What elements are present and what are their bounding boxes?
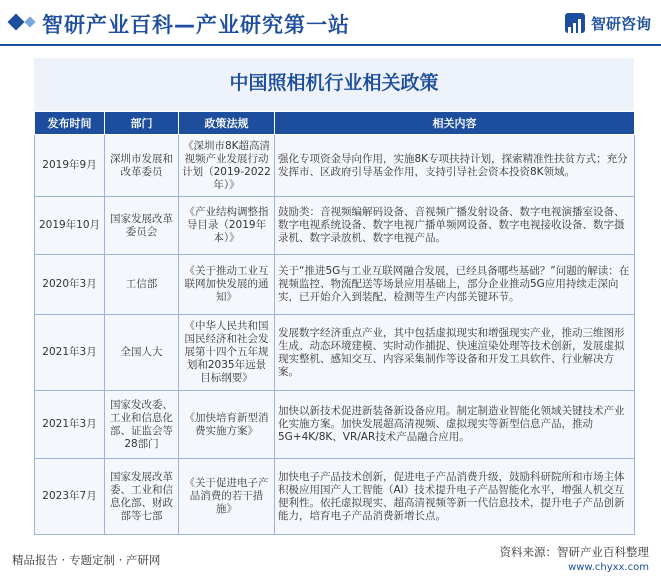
- cell-law: 《关于推动工业互联网加快发展的通知》: [179, 255, 275, 315]
- table-row: [35, 197, 635, 255]
- cell-law: 《关于促进电子产品消费的若干措施》: [179, 459, 275, 535]
- table-row: [35, 315, 635, 391]
- brand[interactable]: [565, 13, 651, 33]
- cell-date: 2019年9月: [35, 135, 105, 197]
- cell-content: 强化专项资金导向作用，实施8K专项扶持计划，探索精准性扶贫方式；充分发挥市、区政府引导基金作用，支持引导社会资本投资8K领域。: [275, 135, 635, 197]
- bar-chart-logo-icon: [565, 13, 585, 33]
- cell-content: 发展数字经济重点产业，其中包括虚拟现实和增强现实产业，推动三维图形生成、动态环境建模、实时动作捕捉、快速渲染处理等技术创新，发展虚拟现实整机、感知交互、内容采集制作等设备和开发工具软件、行业解决方案。: [275, 315, 635, 391]
- cell-dept: 深圳市发展和改革委员: [105, 135, 179, 197]
- column-header-content: 相关内容: [275, 112, 635, 135]
- cell-dept: 国家发展改革委员会: [105, 197, 179, 255]
- brand-name: 智研咨询: [590, 14, 651, 33]
- column-header-law: 政策法规: [179, 112, 275, 135]
- table-row: [35, 255, 635, 315]
- cell-date: 2023年7月: [35, 459, 105, 535]
- cell-law: 《中华人民共和国国民经济和社会发展第十四个五年规划和2035年远景目标纲要》: [179, 315, 275, 391]
- page-footer: [0, 538, 661, 579]
- cell-date: 2019年10月: [35, 197, 105, 255]
- cell-law: 《产业结构调整指导目录（2019年本）》: [179, 197, 275, 255]
- cell-law: 《加快培育新型消费实施方案》: [179, 391, 275, 459]
- site-url-link[interactable]: www.chyxx.com: [568, 562, 649, 573]
- document-title: 中国照相机行业相关政策: [229, 72, 439, 94]
- cell-dept: 工信部: [105, 255, 179, 315]
- cell-content: 关于“推进5G与工业互联网融合发展，已经具备哪些基础？”问题的解读：在视频监控、物流配送等场景应用基础上，部分企业推动5G应用持续走深向实，已开始介入到装配、检测等生产内部关键环节。: [275, 255, 635, 315]
- footer-slogan: 精品报告 · 专题定制 · 产研网: [12, 553, 161, 567]
- cell-date: 2021年3月: [35, 315, 105, 391]
- table-header-row: [35, 112, 635, 135]
- diamond-icon: [8, 14, 25, 31]
- cell-content: 加快电子产品技术创新，促进电子产品消费升级，鼓励科研院所和市场主体积极应用国产人工智能（AI）技术提升电子产品智能化水平，增强人机交互便利性。依托虚拟现实、超高清视频等新一代信息技术，提升电子产品创新能力，培育电子产品消费新增长点。: [275, 459, 635, 535]
- table-row: [35, 459, 635, 535]
- header-divider: [0, 44, 661, 46]
- column-header-dept: 部门: [105, 112, 179, 135]
- policy-table: [34, 111, 635, 535]
- policy-card: [34, 58, 634, 528]
- cell-date: 2020年3月: [35, 255, 105, 315]
- table-row: [35, 135, 635, 197]
- cell-content: 加快以新技术促进新装备新设备应用。制定制造业智能化领域关键技术产业化实施方案。加快发展超高清视频、虚拟现实等新型信息产品，推动5G+4K/8K、VR/AR技术产品融合应用。: [275, 391, 635, 459]
- cell-law: 《深圳市8K超高清视频产业发展行动计划（2019-2022年）》: [179, 135, 275, 197]
- cell-content: 鼓励类：音视频编解码设备、音视频广播发射设备、数字电视演播室设备、数字电视系统设备、数字电视广播单频网设备、数字电视接收设备、数字摄录机、数字录放机、数字电视产品。: [275, 197, 635, 255]
- cell-date: 2021年3月: [35, 391, 105, 459]
- cell-dept: 国家发展改革委、工业和信息化部、财政部等七部: [105, 459, 179, 535]
- site-title: 智研产业百科—产业研究第一站: [42, 13, 350, 37]
- site-header: [0, 0, 661, 44]
- cell-dept: 全国人大: [105, 315, 179, 391]
- cell-dept: 国家发改委、工业和信息化部、证监会等28部门: [105, 391, 179, 459]
- table-row: [35, 391, 635, 459]
- column-header-date: 发布时间: [35, 112, 105, 135]
- diamond-icon: [24, 16, 35, 27]
- source-note: 资料来源：智研产业百科整理: [499, 545, 649, 559]
